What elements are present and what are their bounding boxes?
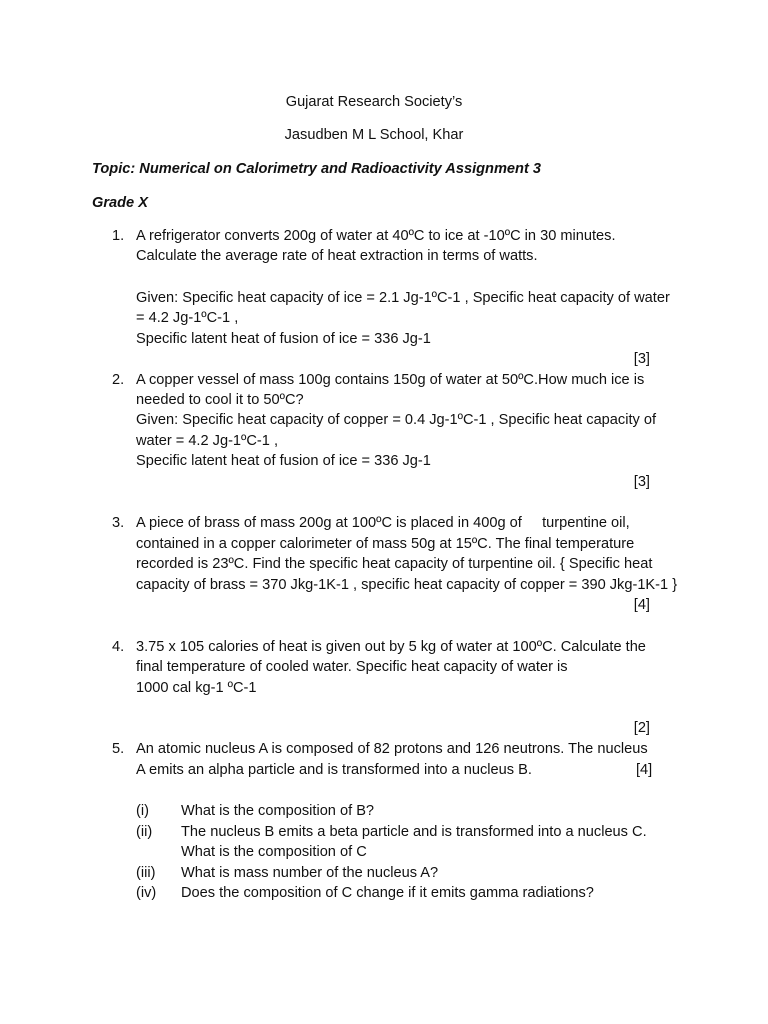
marks-label: [4] [633, 597, 650, 613]
marks-label: [3] [633, 351, 650, 367]
question-line: A emits an alpha particle and is transformed into a nucleus B. [136, 762, 532, 778]
question-line: A copper vessel of mass 100g contains 150g of water at 50ºC.How much ice is [136, 372, 645, 388]
question-line: 1000 cal kg-1 ºC-1 [136, 680, 257, 696]
question-line: Given: Specific heat capacity of copper = 0.4 Jg-1ºC-1 , Specific heat capacity of [136, 412, 657, 428]
grade-heading: Grade X [92, 195, 148, 211]
subpart-label: (i) [136, 803, 149, 819]
question-line: A piece of brass of mass 200g at 100ºC is placed in 400g of turpentine oil, [136, 515, 630, 531]
subpart-text: What is the composition of B? [181, 803, 375, 819]
subpart-text: The nucleus B emits a beta particle and is transformed into a nucleus C. [181, 824, 647, 840]
subpart-text: What is mass number of the nucleus A? [181, 865, 439, 881]
question-line: Specific latent heat of fusion of ice = 336 Jg-1 [136, 453, 431, 469]
question-line: needed to cool it to 50ºC? [136, 392, 304, 408]
marks-label: [4] [636, 762, 653, 778]
topic-heading: Topic: Numerical on Calorimetry and Radioactivity Assignment 3 [92, 161, 541, 177]
question-line: An atomic nucleus A is composed of 82 protons and 126 neutrons. The nucleus [136, 741, 648, 757]
question-line: Calculate the average rate of heat extraction in terms of watts. [136, 248, 538, 264]
question-line: water = 4.2 Jg-1ºC-1 , [136, 433, 279, 449]
question-line: final temperature of cooled water. Specific heat capacity of water is [136, 659, 568, 675]
question-line: = 4.2 Jg-1ºC-1 , [136, 310, 239, 326]
school-name: Jasudben M L School, Khar [284, 127, 464, 143]
subpart-label: (ii) [136, 824, 153, 840]
question-number: 5. [112, 741, 125, 757]
subpart-label: (iii) [136, 865, 156, 881]
question-number: 3. [112, 515, 125, 531]
question-line: Given: Specific heat capacity of ice = 2.1 Jg-1ºC-1 , Specific heat capacity of water [136, 290, 670, 306]
question-line: contained in a copper calorimeter of mass 50g at 15ºC. The final temperature [136, 536, 635, 552]
subpart-label: (iv) [136, 885, 157, 901]
subpart-text: Does the composition of C change if it emits gamma radiations? [181, 885, 594, 901]
question-number: 2. [112, 372, 125, 388]
question-number: 1. [112, 228, 125, 244]
society-name: Gujarat Research Society’s [285, 94, 463, 110]
marks-label: [3] [633, 474, 650, 490]
question-line: A refrigerator converts 200g of water at 40ºC to ice at -10ºC in 30 minutes. [136, 228, 616, 244]
question-line: Specific latent heat of fusion of ice = 336 Jg-1 [136, 331, 431, 347]
subpart-text: What is the composition of C [181, 844, 367, 860]
marks-label: [2] [633, 720, 650, 736]
question-number: 4. [112, 639, 125, 655]
question-line: 3.75 x 105 calories of heat is given out by 5 kg of water at 100ºC. Calculate the [136, 639, 646, 655]
question-line: capacity of brass = 370 Jkg-1K-1 , specific heat capacity of copper = 390 Jkg-1K-1 } [136, 577, 678, 593]
question-line: recorded is 23ºC. Find the specific heat capacity of turpentine oil. { Specific heat [136, 556, 653, 572]
